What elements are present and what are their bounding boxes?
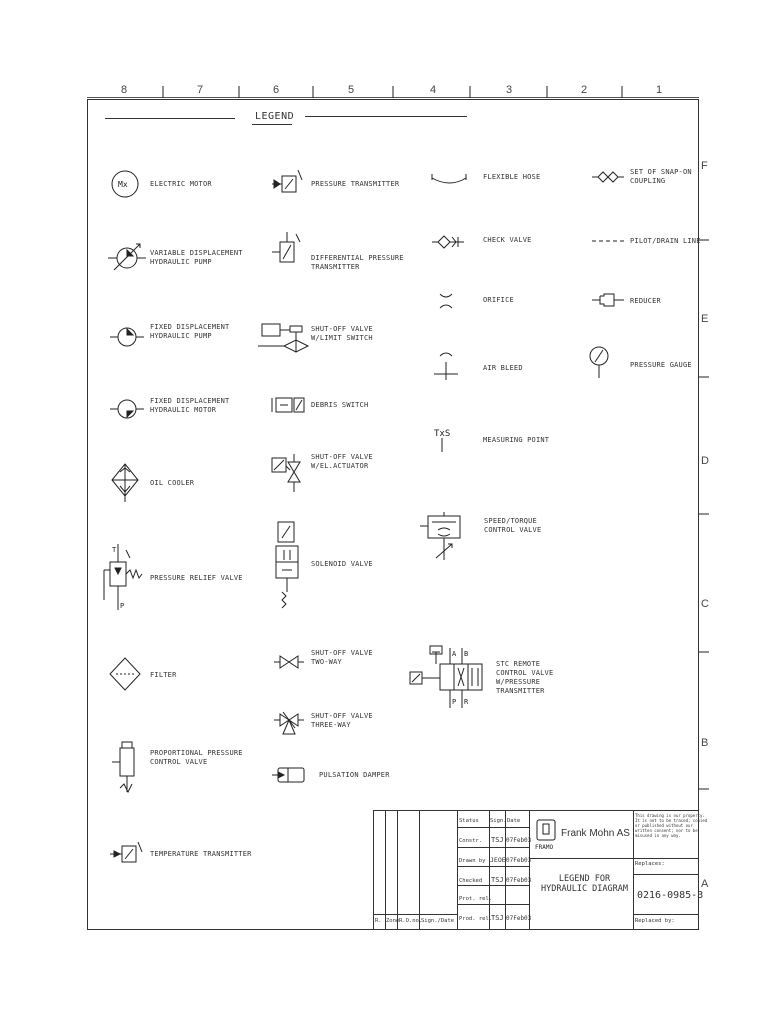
shutoff-two-way-label: SHUT-OFF VALVE TWO-WAY [311,649,373,666]
zone-label: D [701,455,709,467]
ownership-notice: This drawing is our property. It is not to be traced, copied or published without our written consent; nor to be misused in any way. [635,813,708,838]
row-date: 07Feb03 [506,877,532,884]
measuring-point-glyph: TxS [434,429,451,439]
drawing-number: 0216-0985-3 [637,890,704,901]
row-role: Constr. [459,838,483,844]
air-bleed-icon [432,348,462,384]
zone-label: 6 [273,84,280,96]
sign-header: Sign. [490,818,507,824]
row-sign: TSJ [491,914,504,922]
shutoff-limit-switch-label: SHUT-OFF VALVE W/LIMIT SWITCH [311,325,373,342]
flexible-hose-label: FLEXIBLE HOSE [483,173,541,181]
status-header: Status [459,818,479,824]
variable-pump-label: VARIABLE DISPLACEMENT HYDRAULIC PUMP [150,249,243,266]
stc-port-b: B [464,650,469,658]
shutoff-actuator-icon [268,452,308,496]
relief-port-t: T [112,546,117,554]
solenoid-valve-label: SOLENOID VALVE [311,560,373,568]
rev-header-r: R. [375,918,382,924]
company-name: Frank Mohn AS [561,828,630,839]
fixed-pump-label: FIXED DISPLACEMENT HYDRAULIC PUMP [150,323,230,340]
framo-logo-icon [535,818,559,852]
legend-underline-right [305,116,467,117]
relief-port-p: P [120,602,125,610]
legend-title-underline [252,124,292,125]
row-date: 07Feb03 [506,837,532,844]
zone-label: 8 [121,84,128,96]
row-role: Drawn by [459,858,486,864]
differential-transmitter-icon [272,230,308,274]
shutoff-three-way-icon [272,708,306,738]
pressure-gauge-icon [588,344,614,380]
speed-torque-valve-label: SPEED/TORQUE CONTROL VALVE [484,517,542,534]
differential-transmitter-label: DIFFERENTIAL PRESSURE TRANSMITTER [311,254,404,271]
row-sign: TSJ [491,836,504,844]
row-sign: JEOE [490,856,506,864]
proportional-valve-label: PROPORTIONAL PRESSURE CONTROL VALVE [150,749,243,766]
stc-remote-valve-icon [406,644,490,714]
relief-valve-icon [100,540,150,614]
snap-on-coupling-icon [590,168,626,186]
solenoid-valve-icon [272,518,304,612]
reducer-label: REDUCER [630,297,661,305]
fixed-motor-icon [108,392,148,426]
row-role: Prod. rel. [459,916,493,922]
stc-port-p: P [452,698,457,706]
date-header: Date [507,818,521,824]
zone-label: E [701,313,709,325]
zone-label: 1 [656,84,663,96]
framo-logo-text: FRAMO [535,844,554,851]
orifice-label: ORIFICE [483,296,514,304]
electric-motor-glyph: Mx [118,180,128,189]
speed-torque-valve-icon [418,508,468,564]
orifice-icon [436,290,456,312]
drawing-title: LEGEND FOR HYDRAULIC DIAGRAM [541,874,628,894]
zone-label: 4 [430,84,437,96]
snap-on-coupling-label: SET OF SNAP-ON COUPLING [630,168,692,185]
rev-header-rono: R.O.no. [399,918,423,924]
check-valve-icon [430,232,466,252]
zone-label: C [701,598,709,610]
variable-pump-icon [106,238,150,278]
zone-label: B [701,737,709,749]
legend-underline-left [105,118,235,119]
row-date: 07Feb03 [506,857,532,864]
zone-label: 7 [197,84,204,96]
replaces-label: Replaces: [635,861,665,867]
zone-ticks-right [699,99,711,930]
pulsation-damper-icon [270,764,312,786]
debris-switch-icon [270,394,310,416]
oil-cooler-label: OIL COOLER [150,479,195,487]
stc-remote-valve-label: STC REMOTE CONTROL VALVE W/PRESSURE TRANSMITTER [496,660,554,695]
stc-port-a: A [452,650,457,658]
filter-label: FILTER [150,671,177,679]
pilot-drain-line-label: PILOT/DRAIN LINE [630,237,701,245]
shutoff-three-way-label: SHUT-OFF VALVE THREE-WAY [311,712,373,729]
temperature-transmitter-icon [108,840,148,866]
pilot-drain-line-icon [590,236,626,246]
row-role: Checked [459,878,483,884]
temperature-transmitter-label: TEMPERATURE TRANSMITTER [150,850,252,858]
zone-label: 5 [348,84,355,96]
electric-motor-label: ELECTRIC MOTOR [150,180,212,188]
pulsation-damper-label: PULSATION DAMPER [319,771,390,779]
flexible-hose-icon [430,170,470,186]
filter-icon [108,656,142,694]
shutoff-limit-switch-icon [258,318,310,364]
pressure-gauge-label: PRESSURE GAUGE [630,361,692,369]
zone-label: 3 [506,84,513,96]
row-date: 07Feb03 [506,915,532,922]
relief-valve-label: PRESSURE RELIEF VALVE [150,574,243,582]
legend-title: LEGEND [255,111,295,122]
debris-switch-label: DEBRIS SWITCH [311,401,369,409]
zone-label: 2 [581,84,588,96]
pressure-transmitter-icon [270,168,310,198]
check-valve-label: CHECK VALVE [483,236,532,244]
stc-port-r: R [464,698,469,706]
fixed-motor-label: FIXED DISPLACEMENT HYDRAULIC MOTOR [150,397,230,414]
fixed-pump-icon [108,320,148,354]
replaced-by-label: Replaced by: [635,918,675,924]
shutoff-two-way-icon [272,652,306,672]
reducer-icon [590,290,626,310]
pressure-transmitter-label: PRESSURE TRANSMITTER [311,180,400,188]
proportional-valve-icon [110,738,144,796]
measuring-point-label: MEASURING POINT [483,436,550,444]
shutoff-actuator-label: SHUT-OFF VALVE W/EL.ACTUATOR [311,453,373,470]
rev-header-sign-date: Sign./Date [421,918,455,924]
electric-motor-icon [108,167,148,201]
title-block [373,810,708,930]
zone-label: F [701,160,708,172]
oil-cooler-icon [108,462,142,504]
drawing-frame [87,99,699,930]
zone-ticks-top [87,86,699,100]
row-role: Prot. rel. [459,896,493,902]
measuring-point-icon [432,424,462,454]
rev-header-zone: Zone [386,918,400,924]
row-sign: TSJ [491,876,504,884]
zone-label: A [701,878,709,890]
air-bleed-label: AIR BLEED [483,364,523,372]
